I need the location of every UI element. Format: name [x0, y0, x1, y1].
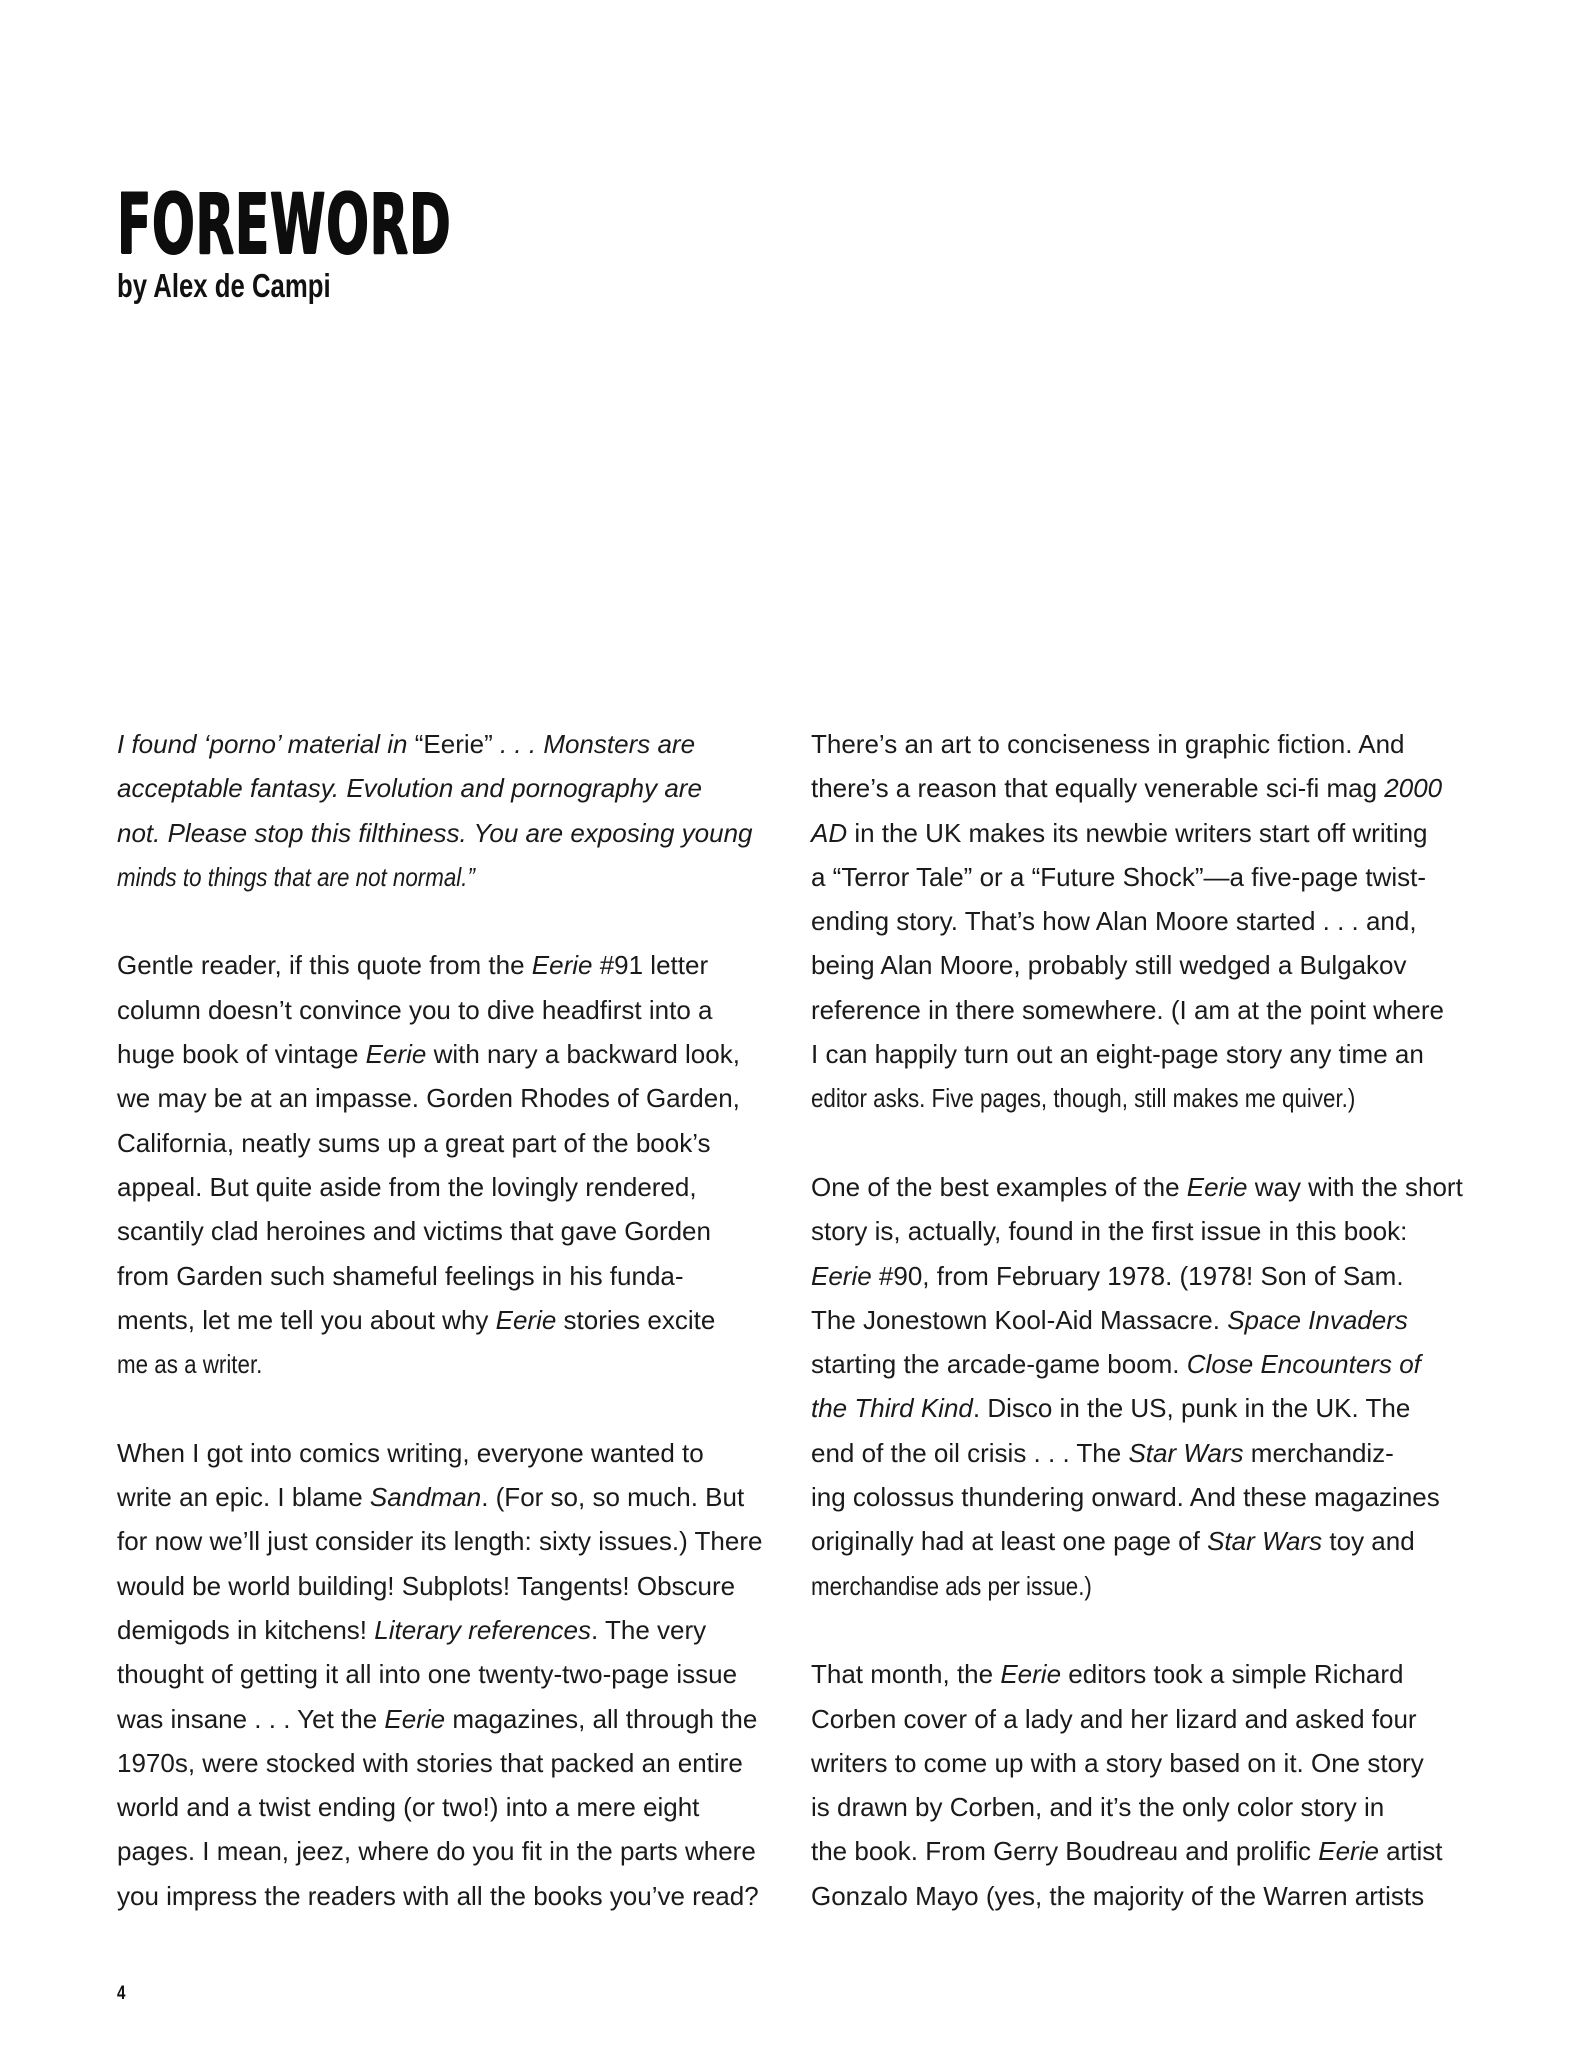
text-line: being Alan Moore, probably still wedged a Bulgakov	[811, 950, 1407, 981]
text-line: The Jonestown Kool-Aid Massacre. Space Invaders	[811, 1304, 1408, 1335]
text-line: That month, the Eerie editors took a simple Richard	[811, 1659, 1404, 1690]
text-line: Corben cover of a lady and her lizard and asked four	[811, 1703, 1417, 1734]
text-line: world and a twist ending (or two!) into a mere eight	[117, 1792, 700, 1823]
text-line: reference in there somewhere. (I am at the point where	[811, 994, 1444, 1025]
text-line: the book. From Gerry Boudreau and prolific Eerie artist	[811, 1836, 1443, 1867]
text-line: pages. I mean, jeez, where do you fit in the parts where	[117, 1836, 756, 1867]
text-line: I found ‘porno’ material in “Eerie” . . . Monsters are	[117, 729, 696, 759]
text-line: ments, let me tell you about why Eerie stories excite	[117, 1304, 716, 1335]
text-column-left	[117, 722, 763, 1918]
text-line: huge book of vintage Eerie with nary a backward look,	[117, 1039, 740, 1070]
body-paragraph	[117, 943, 753, 1386]
text-line: Gonzalo Mayo (yes, the majority of the Warren artists	[811, 1880, 1425, 1911]
text-line: thought of getting it all into one twenty-two-page issue	[117, 1659, 738, 1690]
text-line: not. Please stop this filthiness. You are exposing young	[117, 817, 753, 848]
text-line: editor asks. Five pages, though, still makes me quiver.)	[811, 1083, 1356, 1114]
text-line: me as a writer.	[117, 1349, 263, 1380]
text-line: appeal. But quite aside from the lovingly rendered,	[117, 1171, 697, 1202]
text-line: you impress the readers with all the books you’ve read?	[117, 1880, 759, 1911]
text-line: a “Terror Tale” or a “Future Shock”—a five-page twist-	[811, 861, 1427, 892]
text-line: One of the best examples of the Eerie way with the short	[811, 1171, 1463, 1202]
text-line: Eerie #90, from February 1978. (1978! Son of Sam.	[811, 1260, 1404, 1291]
text-line: end of the oil crisis . . . The Star Wars merchandiz-	[811, 1437, 1394, 1468]
paragraph-spacer	[811, 1608, 1446, 1652]
text-line: Gentle reader, if this quote from the Eerie #91 letter	[117, 950, 709, 981]
author-byline: by Alex de Campi	[117, 267, 331, 304]
text-line: California, neatly sums up a great part of the book’s	[117, 1127, 711, 1158]
paragraph-spacer	[117, 899, 753, 943]
text-line: writers to come up with a story based on it. One story	[811, 1747, 1424, 1778]
text-line: write an epic. I blame Sandman. (For so, so much. But	[117, 1482, 745, 1513]
text-line: there’s a reason that equally venerable sci-fi mag 2000	[811, 773, 1443, 804]
text-line: we may be at an impasse. Gorden Rhodes of Garden,	[117, 1083, 740, 1114]
text-line: would be world building! Subplots! Tangents! Obscure	[117, 1570, 736, 1601]
text-line: demigods in kitchens! Literary references. The very	[117, 1614, 707, 1645]
text-line: the Third Kind. Disco in the US, punk in the UK. The	[811, 1393, 1411, 1424]
body-paragraph	[811, 1652, 1446, 1918]
text-line: was insane . . . Yet the Eerie magazines, all through the	[117, 1703, 758, 1734]
text-line: ending story. That’s how Alan Moore started . . . and,	[811, 906, 1417, 937]
text-line: story is, actually, found in the first issue in this book:	[811, 1216, 1408, 1247]
text-line: I can happily turn out an eight-page story any time an	[811, 1039, 1424, 1070]
text-line: from Garden such shameful feelings in his funda-	[117, 1260, 684, 1291]
text-line: When I got into comics writing, everyone wanted to	[117, 1437, 704, 1468]
text-line: scantily clad heroines and victims that gave Gorden	[117, 1216, 711, 1247]
body-paragraph	[811, 1165, 1463, 1608]
page-number: 4	[117, 1983, 126, 2004]
text-line: starting the arcade-game boom. Close Encounters of	[811, 1349, 1421, 1380]
text-line: column doesn’t convince you to dive headfirst into a	[117, 994, 713, 1025]
text-line: ing colossus thundering onward. And these magazines	[811, 1482, 1440, 1513]
body-paragraph	[811, 722, 1446, 1121]
text-line: is drawn by Corben, and it’s the only color story in	[811, 1792, 1385, 1823]
text-line: AD in the UK makes its newbie writers start off writing	[811, 817, 1428, 848]
text-line: for now we’ll just consider its length: sixty issues.) There	[117, 1526, 763, 1557]
text-line: acceptable fantasy. Evolution and pornography are	[117, 773, 702, 804]
text-line: 1970s, were stocked with stories that packed an entire	[117, 1747, 743, 1778]
paragraph-spacer	[811, 1121, 1446, 1165]
page-title: FOREWORD	[117, 175, 452, 273]
body-paragraph	[117, 1431, 763, 1918]
text-column-right	[811, 722, 1463, 1918]
text-line: minds to things that are not normal.”	[117, 861, 475, 892]
text-line: merchandise ads per issue.)	[811, 1570, 1092, 1601]
text-line: There’s an art to conciseness in graphic fiction. And	[811, 729, 1405, 759]
paragraph-spacer	[117, 1386, 753, 1430]
text-line: originally had at least one page of Star Wars toy and	[811, 1526, 1415, 1557]
epigraph-quote	[117, 722, 753, 899]
